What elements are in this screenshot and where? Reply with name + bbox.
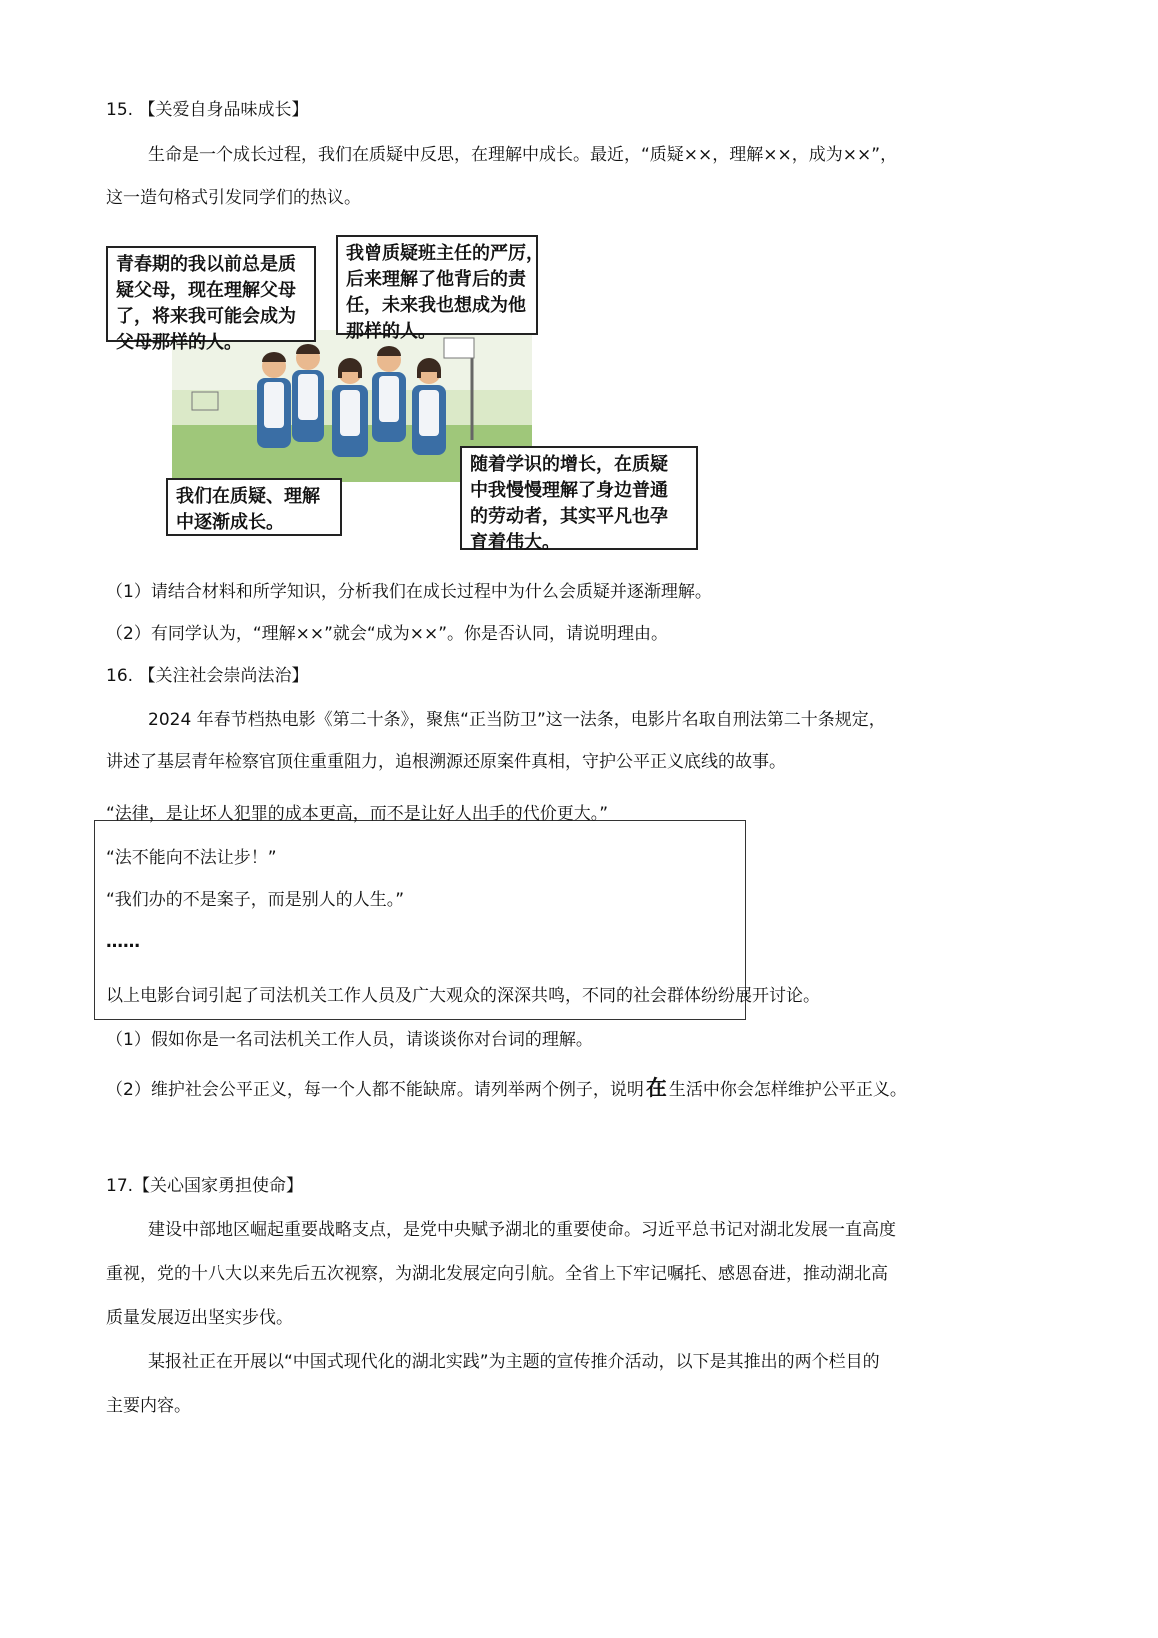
q16-after-text: 以上电影台词引起了司法机关工作人员及广大观众的深深共鸣，不同的社会群体纷纷展开讨论。: [106, 986, 820, 1006]
bubble-line: 中我慢慢理解了身边普通: [470, 480, 668, 501]
bubble-line: 我们在质疑、理解: [176, 486, 320, 507]
speech-bubble-parents: [106, 246, 316, 353]
q16-q2-part-a: （2）维护社会公平正义，每一个人都不能缺席。请列举两个例子，说明: [106, 1080, 644, 1100]
q16-intro-line2: 讲述了基层青年检察官顶住重重阻力，追根溯源还原案件真相，守护公平正义底线的故事。: [106, 752, 786, 772]
bubble-line: 任，未来我也想成为他: [346, 295, 526, 316]
q15-question-1: （1）请结合材料和所学知识，分析我们在成长过程中为什么会质疑并逐渐理解。: [106, 582, 712, 602]
q15-intro-line1: 生命是一个成长过程，我们在质疑中反思，在理解中成长。最近，“质疑××，理解××，成为××”，: [148, 145, 898, 165]
bubble-line: 随着学识的增长，在质疑: [470, 454, 668, 475]
q17-p1-line3: 质量发展迈出坚实步伐。: [106, 1308, 293, 1328]
q16-question-1: （1）假如你是一名司法机关工作人员，请谈谈你对台词的理解。: [106, 1030, 593, 1050]
bubble-line: 那样的人。: [346, 321, 436, 342]
q17-p1-line1: 建设中部地区崛起重要战略支点，是党中央赋予湖北的重要使命。习近平总书记对湖北发展一直高度: [148, 1220, 896, 1240]
q15-question-2: （2）有同学认为，“理解××”就会“成为××”。你是否认同，请说明理由。: [106, 624, 669, 644]
q17-heading: 17.【关心国家勇担使命】: [106, 1176, 304, 1196]
bubble-line: 青春期的我以前总是质: [116, 254, 296, 275]
quote-2: “法不能向不法让步！”: [106, 848, 277, 868]
q17-p2-line2: 主要内容。: [106, 1396, 191, 1416]
bubble-line: 育着伟大。: [470, 532, 560, 553]
q16-intro-line1: 2024 年春节档热电影《第二十条》，聚焦“正当防卫”这一法条，电影片名取自刑法第二十条规定，: [148, 710, 886, 730]
bubble-line: 了，将来我可能会成为: [116, 306, 296, 327]
speech-bubble-teacher: [336, 235, 544, 342]
q16-heading: 16. 【关注社会崇尚法治】: [106, 666, 309, 686]
speech-bubble-workers: [460, 446, 698, 553]
bubble-line: 父母那样的人。: [116, 332, 242, 353]
bubble-line: 我曾质疑班主任的严厉，: [346, 243, 544, 264]
speech-bubble-growth: [166, 478, 342, 536]
quote-ellipsis: ……: [106, 932, 140, 952]
quote-3: “我们办的不是案子，而是别人的人生。”: [106, 890, 405, 910]
q16-q2-bold: 在: [645, 1076, 667, 1100]
q15-intro-line2: 这一造句格式引发同学们的热议。: [106, 188, 361, 208]
bubble-line: 中逐渐成长。: [176, 512, 284, 533]
bubble-line: 的劳动者，其实平凡也孕: [470, 506, 668, 527]
bubble-line: 疑父母，现在理解父母: [116, 280, 296, 301]
quote-1: “法律，是让坏人犯罪的成本更高，而不是让好人出手的代价更大。”: [106, 804, 609, 824]
q17-p1-line2: 重视，党的十八大以来先后五次视察，为湖北发展定向引航。全省上下牢记嘱托、感恩奋进，推动湖北高: [106, 1264, 888, 1284]
q16-question-2: [106, 1076, 907, 1102]
q16-q2-part-b: 生活中你会怎样维护公平正义。: [668, 1080, 907, 1100]
q15-heading: 15. 【关爱自身品味成长】: [106, 100, 309, 120]
bubble-line: 后来理解了他背后的责: [346, 269, 526, 290]
q17-p2-line1: 某报社正在开展以“中国式现代化的湖北实践”为主题的宣传推介活动，以下是其推出的两个栏目的: [148, 1352, 880, 1372]
